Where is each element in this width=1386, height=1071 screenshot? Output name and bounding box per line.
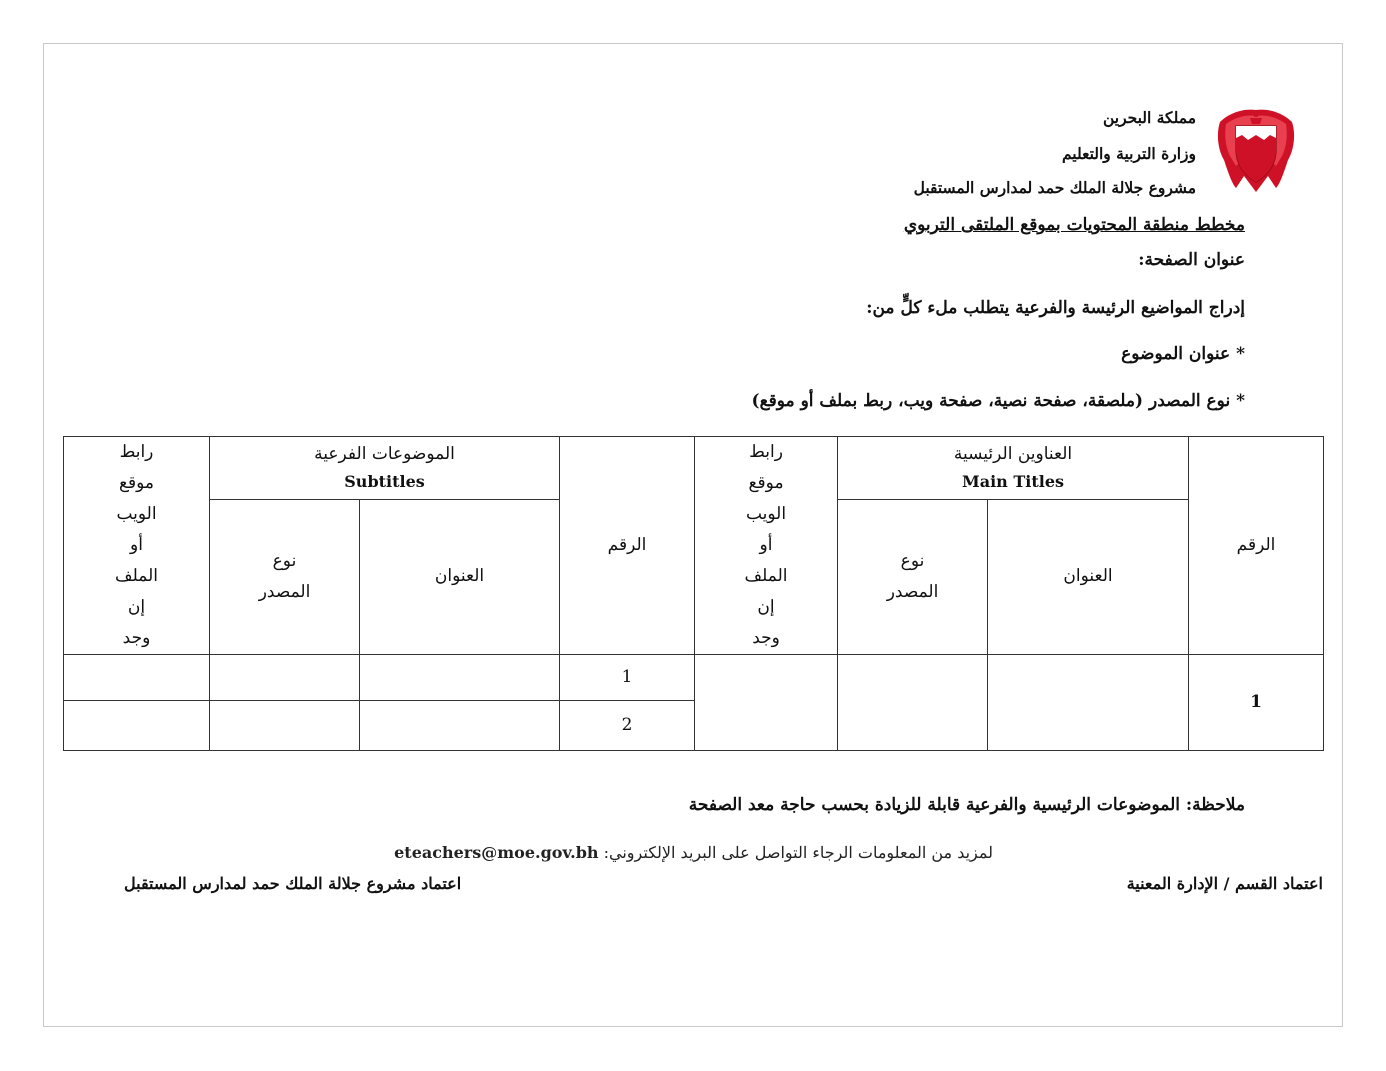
page-title: مخطط منطقة المحتويات بموقع الملتقى التربوي <box>903 215 1245 235</box>
main-link-header-line: الملف <box>744 566 788 586</box>
project-name: مشروع جلالة الملك حمد لمدارس المستقبل <box>913 178 1196 197</box>
bahrain-emblem-icon <box>1214 104 1298 194</box>
main-link-header-line: إن <box>757 597 775 617</box>
sub-number-header <box>560 437 695 655</box>
main-number-header-label: الرقم <box>1236 535 1276 555</box>
ministry-name: وزارة التربية والتعليم <box>1061 144 1196 163</box>
main-title-header-label: العنوان <box>1063 566 1113 587</box>
main-source-type-line: نوع <box>900 550 925 571</box>
main-titles-header <box>838 437 1189 500</box>
sub-source-type-line: نوع <box>272 550 297 571</box>
subtitles-header-ar: الموضوعات الفرعية <box>314 443 455 464</box>
main-link-cell[interactable] <box>695 655 838 751</box>
instruction-text: إدراج المواضيع الرئيسة والفرعية يتطلب ملء كلٍّ من: <box>866 298 1245 318</box>
kingdom-name: مملكة البحرين <box>1102 108 1196 127</box>
main-title-cell[interactable] <box>988 655 1189 751</box>
main-link-header-line: موقع <box>748 473 784 493</box>
main-link-header <box>695 437 838 655</box>
sub-title-cell[interactable] <box>360 701 560 751</box>
sub-source-type-cell[interactable] <box>210 701 360 751</box>
main-title-header <box>988 499 1189 654</box>
sub-row-number: 2 <box>560 701 695 751</box>
approval-department: اعتماد القسم / الإدارة المعنية <box>1126 874 1323 893</box>
sub-title-header <box>360 499 560 654</box>
page-title-label: عنوان الصفحة: <box>1138 250 1245 270</box>
sub-link-header-line: موقع <box>118 473 155 493</box>
sub-link-header-line: رابط <box>119 442 154 462</box>
main-row-number: 1 <box>1189 655 1324 751</box>
main-source-type-cell[interactable] <box>838 655 988 751</box>
sub-link-cell[interactable] <box>64 701 210 751</box>
sub-link-cell[interactable] <box>64 655 210 701</box>
sub-link-header-line: إن <box>127 597 146 617</box>
subtitles-header <box>210 437 560 500</box>
main-titles-header-ar: العناوين الرئيسية <box>953 443 1073 464</box>
contact-email-link[interactable]: eteachers@moe.gov.bh <box>394 843 599 862</box>
main-number-header <box>1189 437 1324 655</box>
main-link-header-line: الويب <box>745 504 787 524</box>
sub-source-type-line: المصدر <box>258 581 311 602</box>
bullet-source-type: * نوع المصدر (ملصقة، صفحة نصية، صفحة ويب، ربط بملف أو موقع) <box>751 391 1245 411</box>
sub-source-type-cell[interactable] <box>210 655 360 701</box>
sub-link-header-line: وجد <box>122 628 151 648</box>
contact-text: لمزيد من المعلومات الرجاء التواصل على البريد الإلكتروني: <box>603 843 993 862</box>
subtitles-header-en: Subtitles <box>344 471 425 491</box>
main-source-type-line: المصدر <box>886 581 939 602</box>
main-link-header-line: رابط <box>749 442 783 462</box>
main-link-header-line: أو <box>759 535 773 555</box>
contact-line <box>394 843 993 862</box>
sub-link-header-line: أو <box>130 535 143 555</box>
bullet-topic-title: * عنوان الموضوع <box>1121 344 1245 364</box>
content-plan-table <box>63 436 1324 751</box>
main-source-type-header <box>838 499 988 654</box>
sub-row-number: 1 <box>560 655 695 701</box>
sub-number-header-label: الرقم <box>607 535 647 555</box>
main-link-header-line: وجد <box>752 628 780 648</box>
sub-source-type-header <box>210 499 360 654</box>
sub-link-header-line: الويب <box>116 504 157 524</box>
main-titles-header-en: Main Titles <box>962 471 1065 491</box>
sub-title-header-label: العنوان <box>434 566 485 587</box>
sub-link-header <box>64 437 210 655</box>
approval-project: اعتماد مشروع جلالة الملك حمد لمدارس المستقبل <box>124 874 462 893</box>
note-text: ملاحظة: الموضوعات الرئيسية والفرعية قابلة للزيادة بحسب حاجة معد الصفحة <box>688 795 1245 815</box>
sub-link-header-line: الملف <box>115 566 158 586</box>
sub-title-cell[interactable] <box>360 655 560 701</box>
